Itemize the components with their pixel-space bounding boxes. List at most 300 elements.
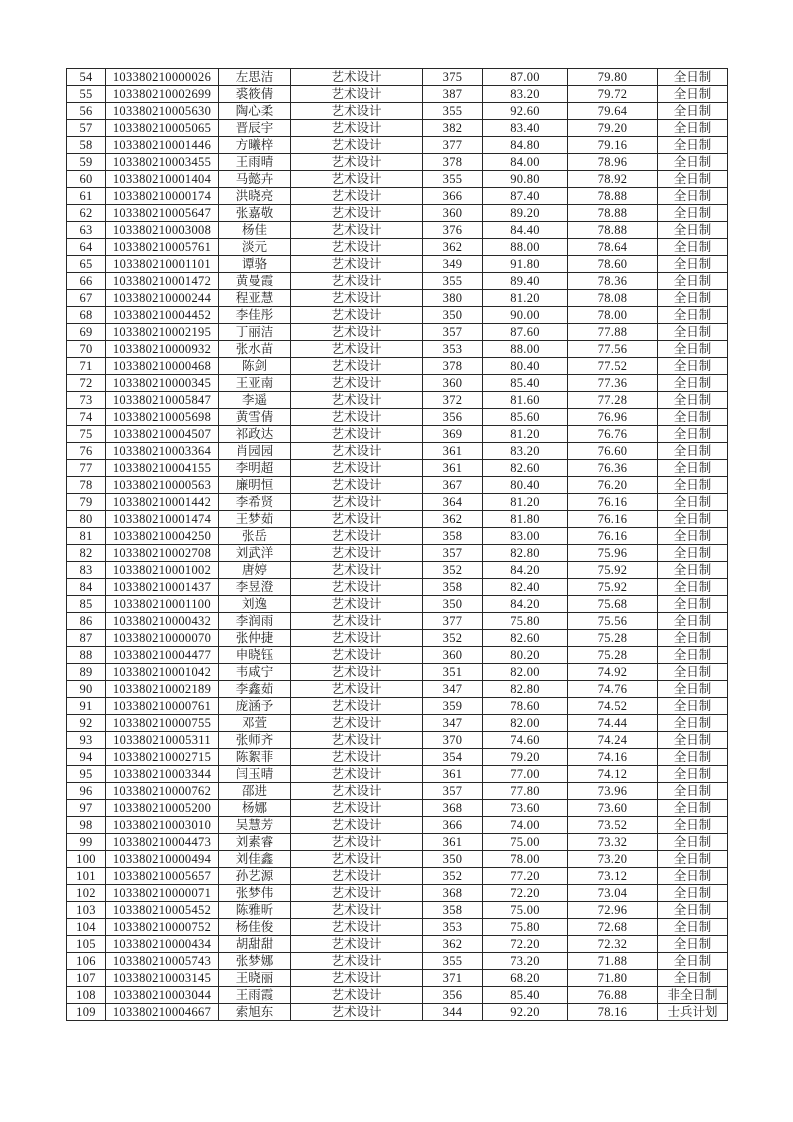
candidate-id-cell: 103380210003364 bbox=[106, 443, 219, 460]
table-row bbox=[67, 528, 728, 545]
rank-cell: 67 bbox=[67, 290, 106, 307]
rank-cell: 71 bbox=[67, 358, 106, 375]
rank-cell: 62 bbox=[67, 205, 106, 222]
retest-score-cell: 75.80 bbox=[483, 919, 568, 936]
rank-cell: 93 bbox=[67, 732, 106, 749]
initial-score-cell: 361 bbox=[423, 443, 483, 460]
total-score-cell: 78.36 bbox=[568, 273, 658, 290]
total-score-cell: 79.64 bbox=[568, 103, 658, 120]
retest-score-cell: 82.60 bbox=[483, 460, 568, 477]
rank-cell: 55 bbox=[67, 86, 106, 103]
rank-cell: 81 bbox=[67, 528, 106, 545]
total-score-cell: 77.56 bbox=[568, 341, 658, 358]
study-mode-cell: 全日制 bbox=[658, 460, 728, 477]
table-row bbox=[67, 392, 728, 409]
retest-score-cell: 85.60 bbox=[483, 409, 568, 426]
study-mode-cell: 全日制 bbox=[658, 273, 728, 290]
major-cell: 艺术设计 bbox=[291, 800, 423, 817]
candidate-id-cell: 103380210001437 bbox=[106, 579, 219, 596]
initial-score-cell: 364 bbox=[423, 494, 483, 511]
major-cell: 艺术设计 bbox=[291, 375, 423, 392]
name-cell: 杨佳俊 bbox=[219, 919, 291, 936]
total-score-cell: 71.80 bbox=[568, 970, 658, 987]
table-row bbox=[67, 375, 728, 392]
retest-score-cell: 87.00 bbox=[483, 69, 568, 86]
name-cell: 李润雨 bbox=[219, 613, 291, 630]
table-row bbox=[67, 171, 728, 188]
initial-score-cell: 368 bbox=[423, 885, 483, 902]
table-row bbox=[67, 137, 728, 154]
candidate-id-cell: 103380210004473 bbox=[106, 834, 219, 851]
study-mode-cell: 全日制 bbox=[658, 817, 728, 834]
name-cell: 谭骆 bbox=[219, 256, 291, 273]
major-cell: 艺术设计 bbox=[291, 477, 423, 494]
retest-score-cell: 92.20 bbox=[483, 1004, 568, 1021]
total-score-cell: 72.32 bbox=[568, 936, 658, 953]
candidate-id-cell: 103380210001446 bbox=[106, 137, 219, 154]
study-mode-cell: 全日制 bbox=[658, 528, 728, 545]
candidate-id-cell: 103380210001002 bbox=[106, 562, 219, 579]
rank-cell: 69 bbox=[67, 324, 106, 341]
retest-score-cell: 90.00 bbox=[483, 307, 568, 324]
rank-cell: 104 bbox=[67, 919, 106, 936]
study-mode-cell: 全日制 bbox=[658, 392, 728, 409]
name-cell: 丁丽洁 bbox=[219, 324, 291, 341]
candidate-id-cell: 103380210001472 bbox=[106, 273, 219, 290]
study-mode-cell: 全日制 bbox=[658, 970, 728, 987]
major-cell: 艺术设计 bbox=[291, 443, 423, 460]
name-cell: 韦咸宁 bbox=[219, 664, 291, 681]
total-score-cell: 79.20 bbox=[568, 120, 658, 137]
total-score-cell: 78.08 bbox=[568, 290, 658, 307]
initial-score-cell: 369 bbox=[423, 426, 483, 443]
table-row bbox=[67, 86, 728, 103]
major-cell: 艺术设计 bbox=[291, 137, 423, 154]
rank-cell: 64 bbox=[67, 239, 106, 256]
candidate-id-cell: 103380210000345 bbox=[106, 375, 219, 392]
candidate-id-cell: 103380210003010 bbox=[106, 817, 219, 834]
study-mode-cell: 士兵计划 bbox=[658, 1004, 728, 1021]
major-cell: 艺术设计 bbox=[291, 630, 423, 647]
retest-score-cell: 84.20 bbox=[483, 562, 568, 579]
study-mode-cell: 全日制 bbox=[658, 851, 728, 868]
study-mode-cell: 全日制 bbox=[658, 256, 728, 273]
rank-cell: 56 bbox=[67, 103, 106, 120]
rank-cell: 105 bbox=[67, 936, 106, 953]
table-row bbox=[67, 834, 728, 851]
major-cell: 艺术设计 bbox=[291, 834, 423, 851]
initial-score-cell: 356 bbox=[423, 409, 483, 426]
rank-cell: 89 bbox=[67, 664, 106, 681]
retest-score-cell: 88.00 bbox=[483, 239, 568, 256]
initial-score-cell: 372 bbox=[423, 392, 483, 409]
initial-score-cell: 370 bbox=[423, 732, 483, 749]
total-score-cell: 75.68 bbox=[568, 596, 658, 613]
study-mode-cell: 全日制 bbox=[658, 630, 728, 647]
name-cell: 申晓钰 bbox=[219, 647, 291, 664]
table-row bbox=[67, 103, 728, 120]
retest-score-cell: 77.20 bbox=[483, 868, 568, 885]
initial-score-cell: 368 bbox=[423, 800, 483, 817]
total-score-cell: 73.12 bbox=[568, 868, 658, 885]
candidate-id-cell: 103380210000752 bbox=[106, 919, 219, 936]
name-cell: 廉明恒 bbox=[219, 477, 291, 494]
retest-score-cell: 87.60 bbox=[483, 324, 568, 341]
major-cell: 艺术设计 bbox=[291, 511, 423, 528]
table-row bbox=[67, 443, 728, 460]
name-cell: 淡元 bbox=[219, 239, 291, 256]
rank-cell: 103 bbox=[67, 902, 106, 919]
rank-cell: 73 bbox=[67, 392, 106, 409]
total-score-cell: 78.88 bbox=[568, 222, 658, 239]
study-mode-cell: 全日制 bbox=[658, 120, 728, 137]
name-cell: 张梦伟 bbox=[219, 885, 291, 902]
total-score-cell: 73.96 bbox=[568, 783, 658, 800]
candidate-id-cell: 103380210005452 bbox=[106, 902, 219, 919]
candidate-id-cell: 103380210000762 bbox=[106, 783, 219, 800]
total-score-cell: 77.28 bbox=[568, 392, 658, 409]
study-mode-cell: 全日制 bbox=[658, 188, 728, 205]
table-row bbox=[67, 409, 728, 426]
retest-score-cell: 92.60 bbox=[483, 103, 568, 120]
initial-score-cell: 358 bbox=[423, 579, 483, 596]
major-cell: 艺术设计 bbox=[291, 545, 423, 562]
study-mode-cell: 全日制 bbox=[658, 766, 728, 783]
initial-score-cell: 355 bbox=[423, 953, 483, 970]
major-cell: 艺术设计 bbox=[291, 154, 423, 171]
rank-cell: 95 bbox=[67, 766, 106, 783]
rank-cell: 92 bbox=[67, 715, 106, 732]
table-row bbox=[67, 120, 728, 137]
table-row bbox=[67, 851, 728, 868]
rank-cell: 61 bbox=[67, 188, 106, 205]
name-cell: 唐婷 bbox=[219, 562, 291, 579]
rank-cell: 100 bbox=[67, 851, 106, 868]
name-cell: 杨佳 bbox=[219, 222, 291, 239]
name-cell: 张梦娜 bbox=[219, 953, 291, 970]
candidate-id-cell: 103380210005847 bbox=[106, 392, 219, 409]
study-mode-cell: 全日制 bbox=[658, 936, 728, 953]
study-mode-cell: 全日制 bbox=[658, 715, 728, 732]
retest-score-cell: 82.80 bbox=[483, 681, 568, 698]
initial-score-cell: 378 bbox=[423, 154, 483, 171]
table-row bbox=[67, 987, 728, 1004]
study-mode-cell: 全日制 bbox=[658, 902, 728, 919]
total-score-cell: 76.16 bbox=[568, 494, 658, 511]
major-cell: 艺术设计 bbox=[291, 460, 423, 477]
retest-score-cell: 80.40 bbox=[483, 358, 568, 375]
retest-score-cell: 82.00 bbox=[483, 664, 568, 681]
candidate-id-cell: 103380210003344 bbox=[106, 766, 219, 783]
major-cell: 艺术设计 bbox=[291, 324, 423, 341]
total-score-cell: 77.52 bbox=[568, 358, 658, 375]
initial-score-cell: 355 bbox=[423, 171, 483, 188]
candidate-id-cell: 103380210003008 bbox=[106, 222, 219, 239]
rank-cell: 94 bbox=[67, 749, 106, 766]
retest-score-cell: 82.60 bbox=[483, 630, 568, 647]
table-row bbox=[67, 698, 728, 715]
retest-score-cell: 88.00 bbox=[483, 341, 568, 358]
rank-cell: 82 bbox=[67, 545, 106, 562]
retest-score-cell: 73.20 bbox=[483, 953, 568, 970]
retest-score-cell: 89.40 bbox=[483, 273, 568, 290]
total-score-cell: 75.28 bbox=[568, 630, 658, 647]
study-mode-cell: 全日制 bbox=[658, 307, 728, 324]
rank-cell: 57 bbox=[67, 120, 106, 137]
rank-cell: 59 bbox=[67, 154, 106, 171]
rank-cell: 108 bbox=[67, 987, 106, 1004]
retest-score-cell: 77.80 bbox=[483, 783, 568, 800]
name-cell: 肖园园 bbox=[219, 443, 291, 460]
table-row bbox=[67, 800, 728, 817]
initial-score-cell: 350 bbox=[423, 596, 483, 613]
name-cell: 程亚慧 bbox=[219, 290, 291, 307]
study-mode-cell: 全日制 bbox=[658, 477, 728, 494]
table-row bbox=[67, 715, 728, 732]
table-row bbox=[67, 154, 728, 171]
initial-score-cell: 353 bbox=[423, 341, 483, 358]
name-cell: 李昱澄 bbox=[219, 579, 291, 596]
table-row bbox=[67, 562, 728, 579]
table-row bbox=[67, 664, 728, 681]
rank-cell: 77 bbox=[67, 460, 106, 477]
study-mode-cell: 全日制 bbox=[658, 885, 728, 902]
rank-cell: 97 bbox=[67, 800, 106, 817]
table-row bbox=[67, 307, 728, 324]
initial-score-cell: 362 bbox=[423, 511, 483, 528]
retest-score-cell: 74.60 bbox=[483, 732, 568, 749]
table-row bbox=[67, 596, 728, 613]
initial-score-cell: 355 bbox=[423, 273, 483, 290]
retest-score-cell: 91.80 bbox=[483, 256, 568, 273]
table-row bbox=[67, 494, 728, 511]
major-cell: 艺术设计 bbox=[291, 681, 423, 698]
total-score-cell: 76.16 bbox=[568, 528, 658, 545]
major-cell: 艺术设计 bbox=[291, 664, 423, 681]
retest-score-cell: 77.00 bbox=[483, 766, 568, 783]
table-row bbox=[67, 358, 728, 375]
table-row bbox=[67, 545, 728, 562]
major-cell: 艺术设计 bbox=[291, 528, 423, 545]
initial-score-cell: 351 bbox=[423, 664, 483, 681]
name-cell: 祁政达 bbox=[219, 426, 291, 443]
candidate-id-cell: 103380210005065 bbox=[106, 120, 219, 137]
initial-score-cell: 352 bbox=[423, 868, 483, 885]
candidate-id-cell: 103380210004507 bbox=[106, 426, 219, 443]
table-row bbox=[67, 783, 728, 800]
initial-score-cell: 358 bbox=[423, 528, 483, 545]
initial-score-cell: 361 bbox=[423, 766, 483, 783]
name-cell: 张岳 bbox=[219, 528, 291, 545]
study-mode-cell: 全日制 bbox=[658, 171, 728, 188]
major-cell: 艺术设计 bbox=[291, 103, 423, 120]
table-row bbox=[67, 188, 728, 205]
total-score-cell: 75.96 bbox=[568, 545, 658, 562]
retest-score-cell: 80.20 bbox=[483, 647, 568, 664]
name-cell: 邓萱 bbox=[219, 715, 291, 732]
initial-score-cell: 352 bbox=[423, 562, 483, 579]
name-cell: 邵进 bbox=[219, 783, 291, 800]
rank-cell: 58 bbox=[67, 137, 106, 154]
major-cell: 艺术设计 bbox=[291, 647, 423, 664]
table-row bbox=[67, 239, 728, 256]
study-mode-cell: 全日制 bbox=[658, 409, 728, 426]
table-row bbox=[67, 970, 728, 987]
major-cell: 艺术设计 bbox=[291, 715, 423, 732]
rank-cell: 83 bbox=[67, 562, 106, 579]
candidate-id-cell: 103380210005647 bbox=[106, 205, 219, 222]
study-mode-cell: 全日制 bbox=[658, 562, 728, 579]
candidate-id-cell: 103380210000244 bbox=[106, 290, 219, 307]
table-row bbox=[67, 426, 728, 443]
name-cell: 黄曼霞 bbox=[219, 273, 291, 290]
study-mode-cell: 全日制 bbox=[658, 222, 728, 239]
rank-cell: 80 bbox=[67, 511, 106, 528]
initial-score-cell: 357 bbox=[423, 545, 483, 562]
total-score-cell: 79.80 bbox=[568, 69, 658, 86]
initial-score-cell: 376 bbox=[423, 222, 483, 239]
results-table-body bbox=[67, 69, 728, 1021]
major-cell: 艺术设计 bbox=[291, 902, 423, 919]
total-score-cell: 74.52 bbox=[568, 698, 658, 715]
candidate-id-cell: 103380210002699 bbox=[106, 86, 219, 103]
name-cell: 刘素睿 bbox=[219, 834, 291, 851]
candidate-id-cell: 103380210000755 bbox=[106, 715, 219, 732]
major-cell: 艺术设计 bbox=[291, 256, 423, 273]
study-mode-cell: 全日制 bbox=[658, 749, 728, 766]
major-cell: 艺术设计 bbox=[291, 562, 423, 579]
major-cell: 艺术设计 bbox=[291, 494, 423, 511]
initial-score-cell: 357 bbox=[423, 783, 483, 800]
candidate-id-cell: 103380210001474 bbox=[106, 511, 219, 528]
major-cell: 艺术设计 bbox=[291, 290, 423, 307]
total-score-cell: 78.88 bbox=[568, 188, 658, 205]
rank-cell: 72 bbox=[67, 375, 106, 392]
retest-score-cell: 75.80 bbox=[483, 613, 568, 630]
retest-score-cell: 72.20 bbox=[483, 885, 568, 902]
total-score-cell: 78.00 bbox=[568, 307, 658, 324]
major-cell: 艺术设计 bbox=[291, 120, 423, 137]
admission-results-table bbox=[66, 68, 728, 1021]
major-cell: 艺术设计 bbox=[291, 171, 423, 188]
name-cell: 刘逸 bbox=[219, 596, 291, 613]
initial-score-cell: 361 bbox=[423, 834, 483, 851]
study-mode-cell: 全日制 bbox=[658, 443, 728, 460]
name-cell: 李希贤 bbox=[219, 494, 291, 511]
name-cell: 马懿卉 bbox=[219, 171, 291, 188]
retest-score-cell: 75.00 bbox=[483, 902, 568, 919]
retest-score-cell: 82.80 bbox=[483, 545, 568, 562]
name-cell: 陶心柔 bbox=[219, 103, 291, 120]
table-row bbox=[67, 902, 728, 919]
study-mode-cell: 全日制 bbox=[658, 239, 728, 256]
major-cell: 艺术设计 bbox=[291, 409, 423, 426]
total-score-cell: 73.32 bbox=[568, 834, 658, 851]
initial-score-cell: 377 bbox=[423, 137, 483, 154]
retest-score-cell: 78.00 bbox=[483, 851, 568, 868]
study-mode-cell: 全日制 bbox=[658, 375, 728, 392]
candidate-id-cell: 103380210000026 bbox=[106, 69, 219, 86]
initial-score-cell: 350 bbox=[423, 851, 483, 868]
retest-score-cell: 89.20 bbox=[483, 205, 568, 222]
total-score-cell: 74.24 bbox=[568, 732, 658, 749]
retest-score-cell: 90.80 bbox=[483, 171, 568, 188]
table-row bbox=[67, 766, 728, 783]
candidate-id-cell: 103380210001404 bbox=[106, 171, 219, 188]
rank-cell: 109 bbox=[67, 1004, 106, 1021]
table-row bbox=[67, 477, 728, 494]
table-row bbox=[67, 936, 728, 953]
total-score-cell: 78.16 bbox=[568, 1004, 658, 1021]
retest-score-cell: 82.40 bbox=[483, 579, 568, 596]
name-cell: 洪晓亮 bbox=[219, 188, 291, 205]
total-score-cell: 75.92 bbox=[568, 579, 658, 596]
name-cell: 陈雅昕 bbox=[219, 902, 291, 919]
total-score-cell: 73.20 bbox=[568, 851, 658, 868]
initial-score-cell: 360 bbox=[423, 647, 483, 664]
rank-cell: 101 bbox=[67, 868, 106, 885]
study-mode-cell: 全日制 bbox=[658, 290, 728, 307]
major-cell: 艺术设计 bbox=[291, 86, 423, 103]
initial-score-cell: 356 bbox=[423, 987, 483, 1004]
name-cell: 闫玉晴 bbox=[219, 766, 291, 783]
candidate-id-cell: 103380210004667 bbox=[106, 1004, 219, 1021]
candidate-id-cell: 103380210000070 bbox=[106, 630, 219, 647]
study-mode-cell: 全日制 bbox=[658, 358, 728, 375]
rank-cell: 107 bbox=[67, 970, 106, 987]
major-cell: 艺术设计 bbox=[291, 868, 423, 885]
table-row bbox=[67, 256, 728, 273]
initial-score-cell: 387 bbox=[423, 86, 483, 103]
total-score-cell: 72.68 bbox=[568, 919, 658, 936]
study-mode-cell: 全日制 bbox=[658, 494, 728, 511]
initial-score-cell: 344 bbox=[423, 1004, 483, 1021]
candidate-id-cell: 103380210004250 bbox=[106, 528, 219, 545]
major-cell: 艺术设计 bbox=[291, 766, 423, 783]
retest-score-cell: 85.40 bbox=[483, 987, 568, 1004]
table-row bbox=[67, 324, 728, 341]
name-cell: 晋辰宇 bbox=[219, 120, 291, 137]
major-cell: 艺术设计 bbox=[291, 919, 423, 936]
initial-score-cell: 360 bbox=[423, 205, 483, 222]
retest-score-cell: 82.00 bbox=[483, 715, 568, 732]
candidate-id-cell: 103380210000932 bbox=[106, 341, 219, 358]
retest-score-cell: 75.00 bbox=[483, 834, 568, 851]
candidate-id-cell: 103380210001100 bbox=[106, 596, 219, 613]
major-cell: 艺术设计 bbox=[291, 579, 423, 596]
study-mode-cell: 全日制 bbox=[658, 137, 728, 154]
total-score-cell: 76.60 bbox=[568, 443, 658, 460]
total-score-cell: 71.88 bbox=[568, 953, 658, 970]
rank-cell: 87 bbox=[67, 630, 106, 647]
candidate-id-cell: 103380210002715 bbox=[106, 749, 219, 766]
major-cell: 艺术设计 bbox=[291, 698, 423, 715]
retest-score-cell: 85.40 bbox=[483, 375, 568, 392]
total-score-cell: 79.72 bbox=[568, 86, 658, 103]
major-cell: 艺术设计 bbox=[291, 817, 423, 834]
rank-cell: 99 bbox=[67, 834, 106, 851]
candidate-id-cell: 103380210000432 bbox=[106, 613, 219, 630]
study-mode-cell: 全日制 bbox=[658, 426, 728, 443]
total-score-cell: 78.60 bbox=[568, 256, 658, 273]
total-score-cell: 74.12 bbox=[568, 766, 658, 783]
rank-cell: 106 bbox=[67, 953, 106, 970]
major-cell: 艺术设计 bbox=[291, 426, 423, 443]
retest-score-cell: 72.20 bbox=[483, 936, 568, 953]
study-mode-cell: 全日制 bbox=[658, 545, 728, 562]
total-score-cell: 73.52 bbox=[568, 817, 658, 834]
total-score-cell: 78.64 bbox=[568, 239, 658, 256]
